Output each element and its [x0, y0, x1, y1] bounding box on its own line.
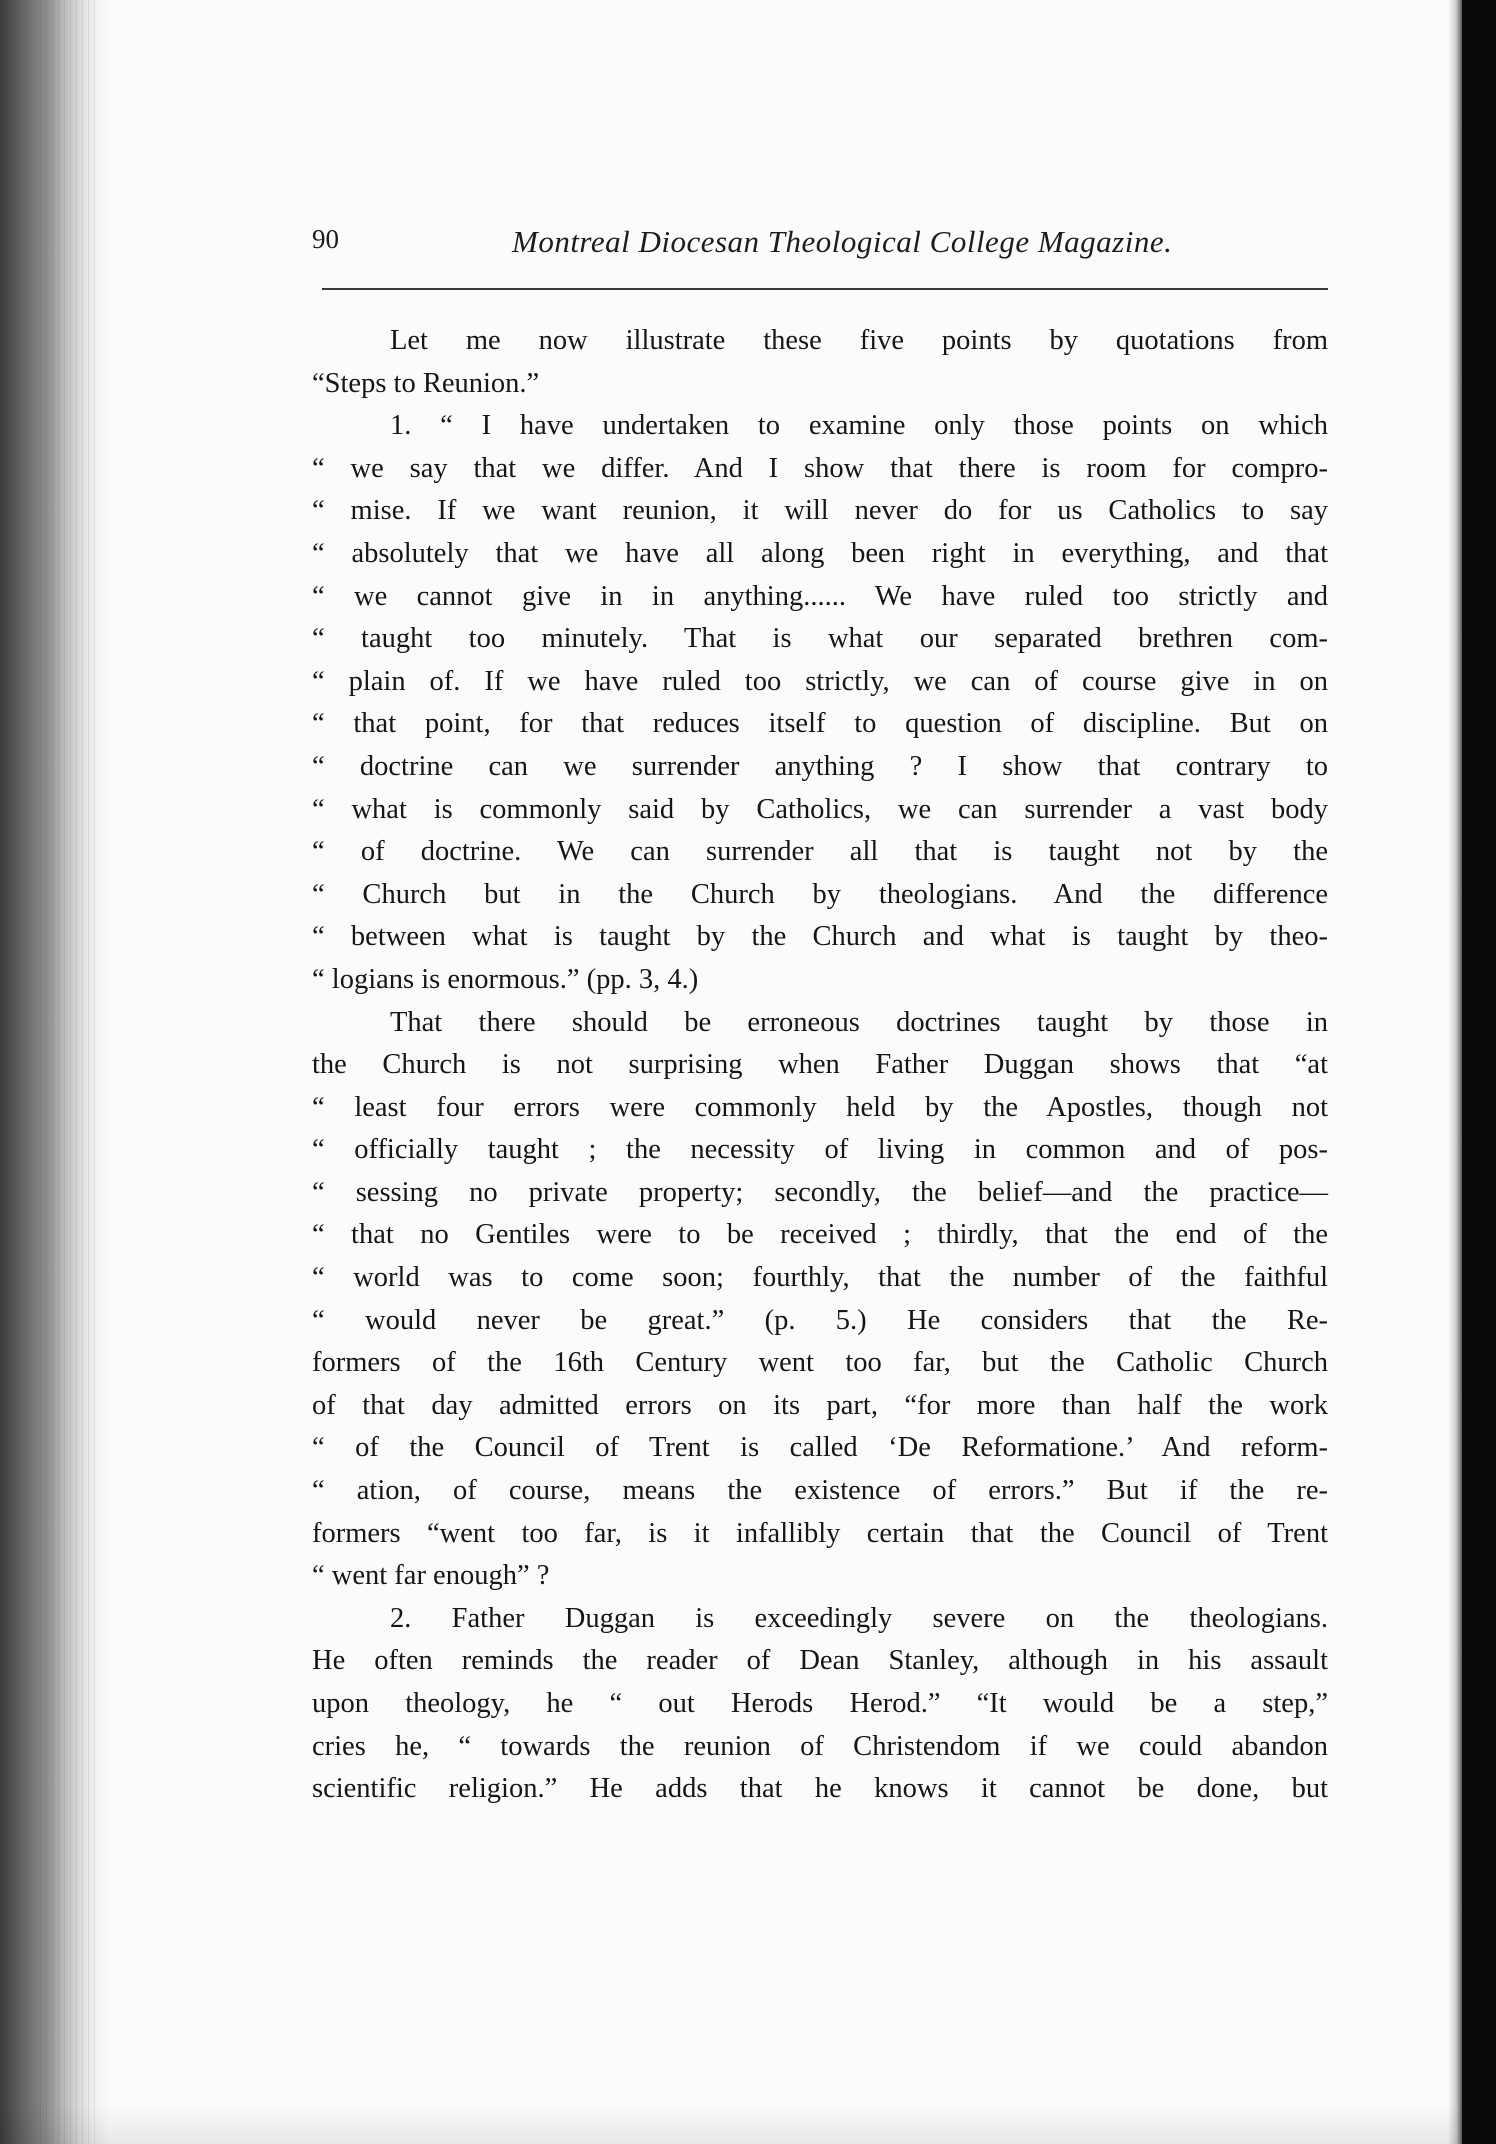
text-line: “ world was to come soon; fourthly, that the number of the faithful [312, 1262, 1328, 1294]
text-line: “ least four errors were commonly held by the Apostles, though not [312, 1091, 1328, 1123]
text-line: “ doctrine can we surrender anything ? I show that contrary to [312, 750, 1328, 782]
text-line: “ we say that we differ. And I show that there is room for compro- [312, 452, 1328, 484]
text-line: “ ation, of course, means the existence of errors.” But if the re- [312, 1475, 1328, 1507]
page-edge-lines [40, 0, 100, 2144]
right-page-curl [1448, 0, 1462, 2144]
text-line: “ between what is taught by the Church and what is taught by theo- [312, 921, 1328, 953]
text-line: “ would never be great.” (p. 5.) He considers that the Re- [312, 1304, 1328, 1336]
bottom-shadow [0, 2104, 1496, 2144]
right-scan-border [1462, 0, 1496, 2144]
text-line: “ logians is enormous.” (pp. 3, 4.) [312, 963, 699, 995]
text-line: “ mise. If we want reunion, it will never do for us Catholics to say [312, 495, 1328, 527]
text-line: Let me now illustrate these five points by quotations from [390, 325, 1328, 356]
text-line: “ went far enough” ? [312, 1560, 550, 1592]
text-line: “ plain of. If we have ruled too strictly, we can of course give in on [312, 665, 1328, 697]
text-line: “Steps to Reunion.” [312, 367, 540, 399]
text-line: “ absolutely that we have all along been right in everything, and that [312, 537, 1328, 569]
text-line: scientific religion.” He adds that he knows it cannot be done, but [312, 1773, 1328, 1805]
running-title: Montreal Diocesan Theological College Magazine. [512, 224, 1173, 259]
text-line: “ what is commonly said by Catholics, we can surrender a vast body [312, 793, 1328, 825]
text-line: “ we cannot give in in anything...... We have ruled too strictly and [312, 580, 1328, 612]
body-text [312, 320, 1328, 1811]
text-line: 1. “ I have undertaken to examine only those points on which [390, 410, 1328, 442]
page-header [312, 224, 1328, 264]
text-line: That there should be erroneous doctrines taught by those in [390, 1006, 1328, 1038]
text-line: “ of the Council of Trent is called ‘De Reformatione.’ And reform- [312, 1432, 1328, 1464]
text-line: “ Church but in the Church by theologians. And the difference [312, 878, 1328, 910]
text-line: of that day admitted errors on its part, “for more than half the work [312, 1389, 1328, 1421]
header-rule [322, 288, 1328, 290]
text-line: He often reminds the reader of Dean Stanley, although in his assault [312, 1645, 1328, 1677]
text-line: upon theology, he “ out Herods Herod.” “It would be a step,” [312, 1688, 1328, 1719]
text-line: formers “went too far, is it infallibly certain that the Council of Trent [312, 1517, 1328, 1549]
text-line: “ taught too minutely. That is what our separated brethren com- [312, 623, 1328, 655]
text-line: “ that no Gentiles were to be received ; thirdly, that the end of the [312, 1219, 1328, 1251]
text-line: formers of the 16th Century went too far, but the Catholic Church [312, 1347, 1328, 1379]
text-line: “ sessing no private property; secondly, the belief—and the practice— [312, 1176, 1328, 1208]
page-number: 90 [312, 224, 339, 254]
text-line: cries he, “ towards the reunion of Christendom if we could abandon [312, 1730, 1328, 1762]
text-line: “ of doctrine. We can surrender all that is taught not by the [312, 836, 1328, 868]
text-line: the Church is not surprising when Father Duggan shows that “at [312, 1049, 1328, 1081]
text-line: “ officially taught ; the necessity of living in common and of pos- [312, 1134, 1328, 1166]
text-line: “ that point, for that reduces itself to question of discipline. But on [312, 708, 1328, 740]
text-line: 2. Father Duggan is exceedingly severe on the theologians. [390, 1602, 1328, 1634]
